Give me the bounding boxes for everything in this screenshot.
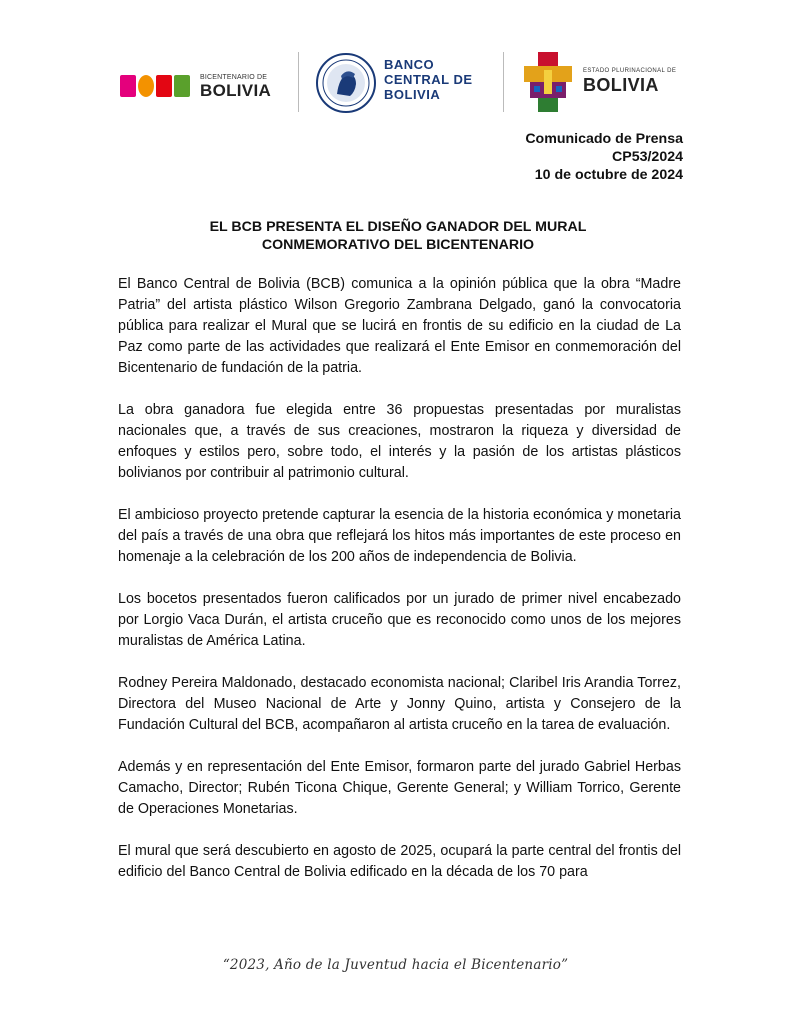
title-line: EL BCB PRESENTA EL DISEÑO GANADOR DEL MURAL: [209, 219, 587, 235]
bcb-name: [384, 57, 504, 102]
body-text: [118, 274, 681, 883]
page-title: [118, 218, 678, 254]
bicentenario-small-text: BICENTENARIO DE: [200, 74, 268, 81]
letterhead: [118, 50, 678, 120]
bicentenario-logo-icon: [120, 75, 190, 97]
paragraph: Además y en representación del Ente Emisor, formaron parte del jurado Gabriel Herbas Camacho, Director; Rubén Ticona Chique, Gerente General; y William Torrico, Gerente de Operaciones Monetarias.: [118, 759, 681, 817]
paragraph: Los bocetos presentados fueron calificados por un jurado de primer nivel encabezado por Lorgio Vaca Durán, el artista cruceño que es reconocido como unos de los mejores muralistas de América Latina.: [118, 591, 681, 649]
bicentenario-logo: [120, 72, 280, 102]
bcb-name-line: BANCO: [384, 57, 435, 72]
estado-small-text: ESTADO PLURINACIONAL DE: [583, 68, 677, 74]
footer-motto: “2023, Año de la Juventud hacia el Bicentenario”: [222, 957, 569, 973]
press-release-date: 10 de octubre de 2024: [534, 167, 683, 183]
header-divider: [298, 52, 299, 112]
paragraph: El mural que será descubierto en agosto de 2025, ocupará la parte central del frontis del edificio del Banco Central de Bolivia edificado en la década de los 70 para: [118, 843, 681, 880]
header-divider: [503, 52, 504, 112]
bicentenario-big-text: BOLIVIA: [200, 81, 272, 100]
press-release-block: [525, 130, 683, 184]
title-line: CONMEMORATIVO DEL BICENTENARIO: [261, 237, 535, 253]
estado-plurinacional-emblem-icon: [518, 50, 578, 114]
paragraph: El ambicioso proyecto pretende capturar la esencia de la historia económica y monetaria del país a través de una obra que reflejará los hitos más importantes de este proceso en homenaje a la celebración de los 200 años de independencia de Bolivia.: [118, 507, 681, 565]
press-release-label: Comunicado de Prensa: [525, 131, 683, 147]
paragraph: La obra ganadora fue elegida entre 36 propuestas presentadas por muralistas nacionales que, a través de sus creaciones, mostraron la riqueza y diversidad de enfoques y estilos pero, sobre todo, el interés y la pasión de los artistas plásticos bolivianos por contribuir al patrimonio cultural.: [118, 402, 681, 481]
paragraph: Rodney Pereira Maldonado, destacado economista nacional; Claribel Iris Arandia Torrez, Directora del Museo Nacional de Arte y Jonny Quino, artista y Consejero de la Fundación Cultural del BCB, acompañaron al artista cruceño en la tarea de evaluación.: [118, 675, 681, 733]
paragraph: El Banco Central de Bolivia (BCB) comunica a la opinión pública que la obra “Madre Patria” del artista plástico Wilson Gregorio Zambrana Delgado, ganó la convocatoria pública para realizar el Mural que se lucirá en frontis de su edificio en la ciudad de La Paz como parte de las actividades que realizará el Ente Emisor en conmemoración del Bicentenario de fundación de la patria.: [118, 276, 681, 376]
bcb-name-line: CENTRAL DE: [384, 72, 473, 87]
bcb-name-line: BOLIVIA: [384, 87, 441, 102]
bcb-seal-icon: [315, 52, 377, 114]
press-release-code: CP53/2024: [612, 149, 683, 165]
estado-big-text: BOLIVIA: [583, 75, 659, 95]
